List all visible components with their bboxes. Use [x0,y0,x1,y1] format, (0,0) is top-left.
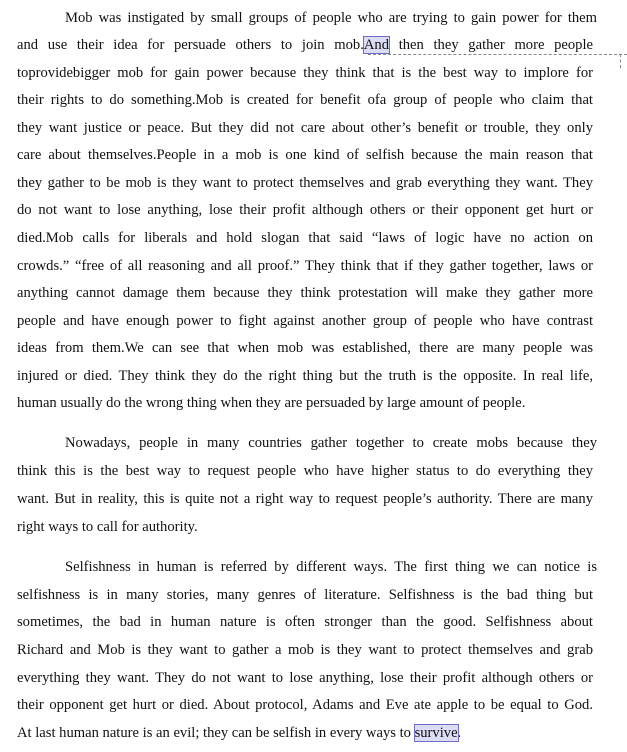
paragraph-1-line-8: do not want to lose anything, lose their profit although others or their opponent get hurt or [17,202,593,218]
paragraph-1-line-6: care about themselves.People in a mob is one kind of selfish because the main reason that [17,147,593,163]
paragraph-1-line-7: they gather to be mob is they want to protect themselves and grab everything they want. They [17,175,593,191]
highlighted-word-survive[interactable]: survive [414,725,458,741]
paragraph-2-line-1: Nowadays, people in many countries gather together to create mobs because they [65,435,597,451]
line-text-after: then they gather more people [389,37,594,53]
paragraph-1-line-12: people and have enough power to fight against another group of people who have contrast [17,313,593,329]
paragraph-1-line-2 [17,35,593,55]
line-text-after: . [457,725,462,741]
paragraph-3-line-4: Richard and Mob is they want to gather a mob is they want to protect themselves and grab [17,642,593,658]
line-text-before: and use their idea for persuade others to join mob. [17,37,364,53]
paragraph-3-line-6: their opponent get hurt or died. About protocol, Adams and Eve ate apple to be equal to God. [17,697,593,713]
line-text-before: At last human nature is an evil; they can be selfish in every ways to [17,725,415,741]
paragraph-2-line-3: want. But in reality, this is quite not a right way to request people’s authority. There are many [17,491,593,507]
paragraph-1-line-9: died.Mob calls for liberals and hold slogan that said “laws of logic have no action on [17,230,593,246]
paragraph-3-line-3: sometimes, the bad in human nature is often stronger than the good. Selfishness about [17,614,593,630]
paragraph-1-line-14: injured or died. They think they do the right thing but the truth is the opposite. In real life, [17,368,593,384]
paragraph-3-line-7 [17,723,593,743]
paragraph-3-line-1: Selfishness in human is referred by different ways. The first thing we can notice is [65,559,597,575]
paragraph-1-line-11: anything cannot damage them because they think protestation will make they gather more [17,285,593,301]
paragraph-1-line-3: toprovidebigger mob for gain power because they think that is the best way to implore for [17,65,593,81]
paragraph-2-line-4: right ways to call for authority. [17,519,198,535]
paragraph-1-line-10: crowds.” “free of all reasoning and all proof.” They think that if they gather together, laws or [17,258,593,274]
paragraph-2-line-2: think this is the best way to request people who have higher status to do everything they [17,463,593,479]
paragraph-3-line-2: selfishness is in many stories, many genres of literature. Selfishness is the bad thing but [17,587,593,603]
comment-connector-tick [620,54,621,68]
comment-connector-line [368,54,627,55]
paragraph-3-line-5: everything they want. They do not want to lose anything, lose their profit although others or [17,670,593,686]
paragraph-1-line-5: they want justice or peace. But they did not care about other’s benefit or trouble, they only [17,120,593,136]
paragraph-1-line-1: Mob was instigated by small groups of people who are trying to gain power for them [65,10,597,26]
paragraph-1-line-15: human usually do the wrong thing when they are persuaded by large amount of people. [17,395,526,411]
highlighted-word-and[interactable]: And [363,37,390,53]
paragraph-1-line-13: ideas from them.We can see that when mob was established, there are many people was [17,340,593,356]
paragraph-1-line-4: their rights to do something.Mob is created for benefit ofa group of people who claim that [17,92,593,108]
